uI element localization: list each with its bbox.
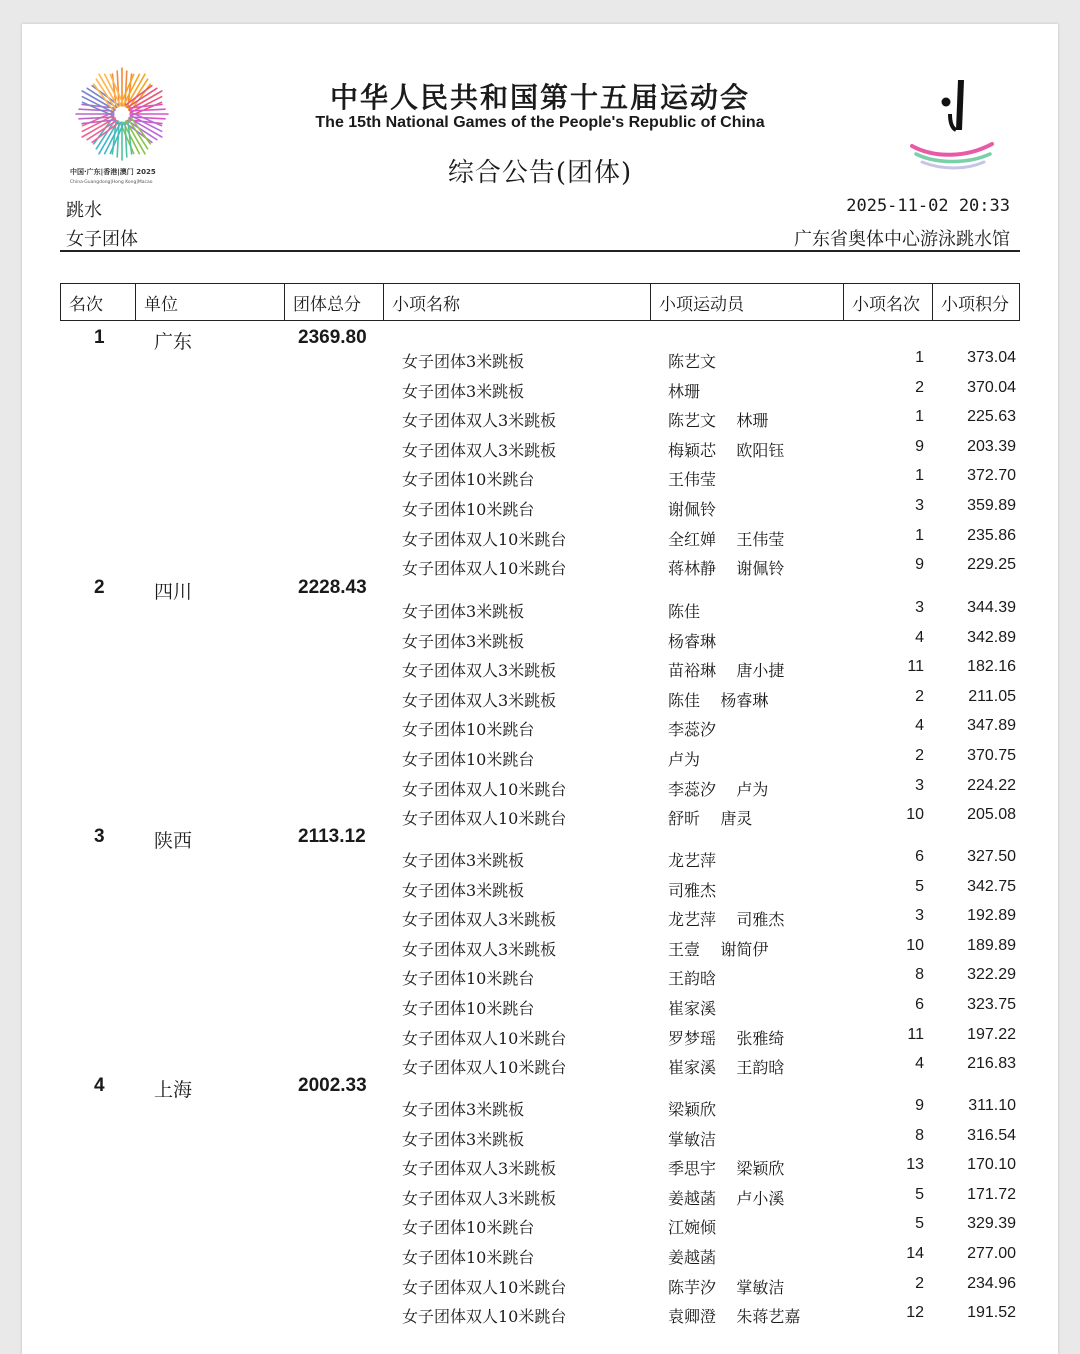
page-title: 中华人民共和国第十五届运动会: [329, 81, 750, 114]
event-athletes: 王伟莹: [668, 470, 717, 489]
page-subtitle: 综合公告(团体): [447, 158, 633, 188]
team-rank: 1: [94, 327, 105, 348]
event-name: 女子团体双人3米跳板: [402, 661, 557, 680]
event-athletes: 林珊: [668, 382, 701, 401]
event-name: 女子团体双人10米跳台: [402, 1307, 567, 1326]
event-place: 3: [915, 777, 924, 794]
event-place: 3: [915, 907, 924, 924]
event-place: 4: [915, 629, 924, 646]
event-place: 6: [915, 848, 924, 865]
table-row: [60, 717, 1020, 746]
table-row: [60, 1186, 1020, 1215]
event-place: 8: [915, 966, 924, 983]
header-divider: [60, 250, 1020, 252]
event-place: 2: [915, 1275, 924, 1292]
event-name: 女子团体双人3米跳板: [402, 411, 557, 430]
event-name: 女子团体3米跳板: [402, 352, 525, 371]
event-score: 342.75: [967, 878, 1016, 895]
event-score: 359.89: [967, 497, 1016, 514]
event-athletes: 姜越菡: [668, 1248, 717, 1267]
event-name: 女子团体双人10米跳台: [402, 530, 567, 549]
event-score: 191.52: [967, 1304, 1016, 1321]
event-athletes: 蒋林静 谢佩铃: [668, 559, 785, 578]
event-place: 4: [915, 717, 924, 734]
event-name: 女子团体3米跳板: [402, 1130, 525, 1149]
event-athletes: 陈艺文: [668, 352, 717, 371]
event-place: 3: [915, 599, 924, 616]
event-name: 女子团体3米跳板: [402, 382, 525, 401]
table-row: [60, 1275, 1020, 1304]
event-score: 329.39: [967, 1215, 1016, 1232]
event-place: 9: [915, 556, 924, 573]
event-place: 9: [915, 1097, 924, 1114]
team-unit: 陕西: [154, 830, 193, 852]
event-place: 5: [915, 878, 924, 895]
event-place: 5: [915, 1215, 924, 1232]
event-name: 女子团体3米跳板: [402, 602, 525, 621]
col-rank: 名次: [61, 284, 136, 321]
event-score: 229.25: [967, 556, 1016, 573]
event-place: 2: [915, 747, 924, 764]
col-event-place: 小项名次: [844, 284, 933, 321]
event-score: 347.89: [967, 717, 1016, 734]
table-row: [60, 747, 1020, 776]
event-score: 311.10: [968, 1097, 1016, 1114]
event-name: 女子团体双人10米跳台: [402, 1058, 567, 1077]
team-unit: 四川: [154, 581, 193, 603]
event-athletes: 陈佳 杨睿琳: [668, 691, 769, 710]
event-athletes: 李蕊汐: [668, 720, 717, 739]
team-rank: 2: [94, 577, 105, 598]
table-row: [60, 1097, 1020, 1126]
event-score: 277.00: [967, 1245, 1016, 1262]
event-place: 1: [915, 467, 924, 484]
event-name: 女子团体10米跳台: [402, 470, 535, 489]
table-row: [60, 996, 1020, 1025]
table-row: [60, 438, 1020, 467]
team-total: 2369.80: [298, 327, 367, 348]
table-row: [60, 1026, 1020, 1055]
event-place: 1: [915, 349, 924, 366]
event-score: 225.63: [967, 408, 1016, 425]
team-total: 2002.33: [298, 1075, 367, 1096]
event-place: 9: [915, 438, 924, 455]
event-athletes: 王韵晗: [668, 969, 717, 988]
event-score: 235.86: [967, 527, 1016, 544]
event-score: 342.89: [967, 629, 1016, 646]
event-athletes: 陈芋汐 掌敏洁: [668, 1278, 785, 1297]
sport-label: 跳水: [66, 200, 102, 221]
emblem-subcaption: China·Guangdong|Hong Kong|Macao: [70, 180, 153, 185]
col-unit: 单位: [136, 284, 285, 321]
event-athletes: 袁卿澄 朱蒋艺嘉: [668, 1307, 801, 1326]
event-name: 女子团体双人3米跳板: [402, 910, 557, 929]
event-name: 女子团体双人3米跳板: [402, 691, 557, 710]
event-athletes: 崔家溪: [668, 999, 717, 1018]
event-name: 女子团体双人10米跳台: [402, 1029, 567, 1048]
event-score: 322.29: [967, 966, 1016, 983]
event-place: 5: [915, 1186, 924, 1203]
event-name: 女子团体3米跳板: [402, 1100, 525, 1119]
table-row: [60, 937, 1020, 966]
event-score: 316.54: [967, 1127, 1016, 1144]
table-row: [60, 1215, 1020, 1244]
table-row: [60, 1156, 1020, 1185]
table-row: [60, 1304, 1020, 1333]
event-place: 1: [915, 527, 924, 544]
event-place: 10: [906, 937, 924, 954]
event-athletes: 崔家溪 王韵晗: [668, 1058, 785, 1077]
event-athletes: 罗梦瑶 张雅绮: [668, 1029, 785, 1048]
event-place: 2: [915, 688, 924, 705]
event-name: 女子团体3米跳板: [402, 632, 525, 651]
team-unit: 上海: [154, 1079, 193, 1101]
event-athletes: 江婉倾: [668, 1218, 717, 1237]
page-title-english: The 15th National Games of the People's Republic of China: [315, 114, 765, 131]
table-row: [60, 848, 1020, 877]
event-athletes: 龙艺萍 司雅杰: [668, 910, 785, 929]
event-place: 11: [907, 1026, 924, 1043]
event-name: 女子团体10米跳台: [402, 1218, 535, 1237]
event-athletes: 全红婵 王伟莹: [668, 530, 785, 549]
team-rank: 3: [94, 826, 105, 847]
table-row: [60, 688, 1020, 717]
event-name: 女子团体双人3米跳板: [402, 1159, 557, 1178]
event-athletes: 梅颖芯 欧阳钰: [668, 441, 785, 460]
table-row: [60, 907, 1020, 936]
event-name: 女子团体双人3米跳板: [402, 441, 557, 460]
event-label: 女子团体: [66, 229, 138, 250]
team-total: 2228.43: [298, 577, 367, 598]
event-score: 327.50: [967, 848, 1016, 865]
event-name: 女子团体10米跳台: [402, 750, 535, 769]
event-score: 344.39: [967, 599, 1016, 616]
event-athletes: 陈艺文 林珊: [668, 411, 769, 430]
event-name: 女子团体10米跳台: [402, 969, 535, 988]
event-name: 女子团体10米跳台: [402, 1248, 535, 1267]
col-event-score: 小项积分: [933, 284, 1020, 321]
event-place: 12: [906, 1304, 924, 1321]
event-score: 197.22: [967, 1026, 1016, 1043]
event-score: 372.70: [967, 467, 1016, 484]
table-row: [60, 878, 1020, 907]
event-name: 女子团体3米跳板: [402, 881, 525, 900]
event-athletes: 梁颖欣: [668, 1100, 717, 1119]
event-score: 224.22: [967, 777, 1016, 794]
event-athletes: 谢佩铃: [668, 500, 717, 519]
team-total: 2113.12: [298, 826, 366, 847]
event-name: 女子团体3米跳板: [402, 851, 525, 870]
event-athletes: 卢为: [668, 750, 701, 769]
table-row: [60, 966, 1020, 995]
event-name: 女子团体双人3米跳板: [402, 1189, 557, 1208]
event-place: 14: [906, 1245, 924, 1262]
table-row: [60, 599, 1020, 628]
col-event-athletes: 小项运动员: [651, 284, 844, 321]
event-place: 4: [915, 1055, 924, 1072]
table-row: [60, 806, 1020, 835]
event-name: 女子团体双人10米跳台: [402, 1278, 567, 1297]
event-name: 女子团体双人10米跳台: [402, 780, 567, 799]
event-place: 3: [915, 497, 924, 514]
event-place: 11: [907, 658, 924, 675]
event-score: 205.08: [967, 806, 1016, 823]
event-athletes: 姜越菡 卢小溪: [668, 1189, 785, 1208]
event-place: 6: [915, 996, 924, 1013]
event-athletes: 龙艺萍: [668, 851, 717, 870]
event-score: 373.04: [967, 349, 1016, 366]
event-athletes: 舒昕 唐灵: [668, 809, 753, 828]
event-name: 女子团体10米跳台: [402, 720, 535, 739]
event-athletes: 苗裕琳 唐小捷: [668, 661, 785, 680]
event-score: 370.04: [967, 379, 1016, 396]
event-score: 189.89: [967, 937, 1016, 954]
report-datetime: 2025-11-02 20:33: [846, 196, 1010, 216]
event-score: 171.72: [967, 1186, 1016, 1203]
event-name: 女子团体10米跳台: [402, 999, 535, 1018]
table-row: [60, 467, 1020, 496]
table-row: [60, 1055, 1020, 1084]
team-unit: 广东: [154, 331, 193, 353]
table-row: [60, 1127, 1020, 1156]
event-place: 13: [906, 1156, 924, 1173]
event-athletes: 掌敏洁: [668, 1130, 717, 1149]
table-row: [60, 349, 1020, 378]
event-name: 女子团体双人10米跳台: [402, 809, 567, 828]
event-score: 170.10: [967, 1156, 1016, 1173]
event-athletes: 陈佳: [668, 602, 701, 621]
diving-pictogram-icon: [906, 74, 1000, 184]
col-event-name: 小项名称: [384, 284, 651, 321]
table-row: [60, 379, 1020, 408]
results-table-header: [60, 283, 1020, 321]
event-place: 1: [915, 408, 924, 425]
event-score: 323.75: [967, 996, 1016, 1013]
table-row: [60, 556, 1020, 585]
event-name: 女子团体10米跳台: [402, 500, 535, 519]
event-place: 10: [906, 806, 924, 823]
table-row: [60, 497, 1020, 526]
table-row: [60, 1245, 1020, 1274]
emblem-caption: 中国·广东|香港|澳门 2025: [70, 168, 156, 176]
results-sheet: [22, 24, 1058, 1354]
event-score: 192.89: [967, 907, 1016, 924]
table-row: [60, 527, 1020, 556]
event-athletes: 王壹 谢简伊: [668, 940, 769, 959]
event-score: 211.05: [968, 688, 1016, 705]
event-score: 234.96: [967, 1275, 1016, 1292]
event-athletes: 李蕊汐 卢为: [668, 780, 769, 799]
event-score: 182.16: [967, 658, 1016, 675]
event-name: 女子团体双人10米跳台: [402, 559, 567, 578]
event-place: 2: [915, 379, 924, 396]
event-score: 203.39: [967, 438, 1016, 455]
event-athletes: 司雅杰: [668, 881, 717, 900]
col-team-total: 团体总分: [285, 284, 384, 321]
event-name: 女子团体双人3米跳板: [402, 940, 557, 959]
event-score: 216.83: [967, 1055, 1016, 1072]
table-row: [60, 408, 1020, 437]
event-score: 370.75: [967, 747, 1016, 764]
table-row: [60, 629, 1020, 658]
team-rank: 4: [94, 1075, 105, 1096]
venue-label: 广东省奥体中心游泳跳水馆: [794, 229, 1010, 250]
event-place: 8: [915, 1127, 924, 1144]
table-row: [60, 658, 1020, 687]
event-athletes: 季思宇 梁颖欣: [668, 1159, 785, 1178]
table-row: [60, 777, 1020, 806]
event-athletes: 杨睿琳: [668, 632, 717, 651]
